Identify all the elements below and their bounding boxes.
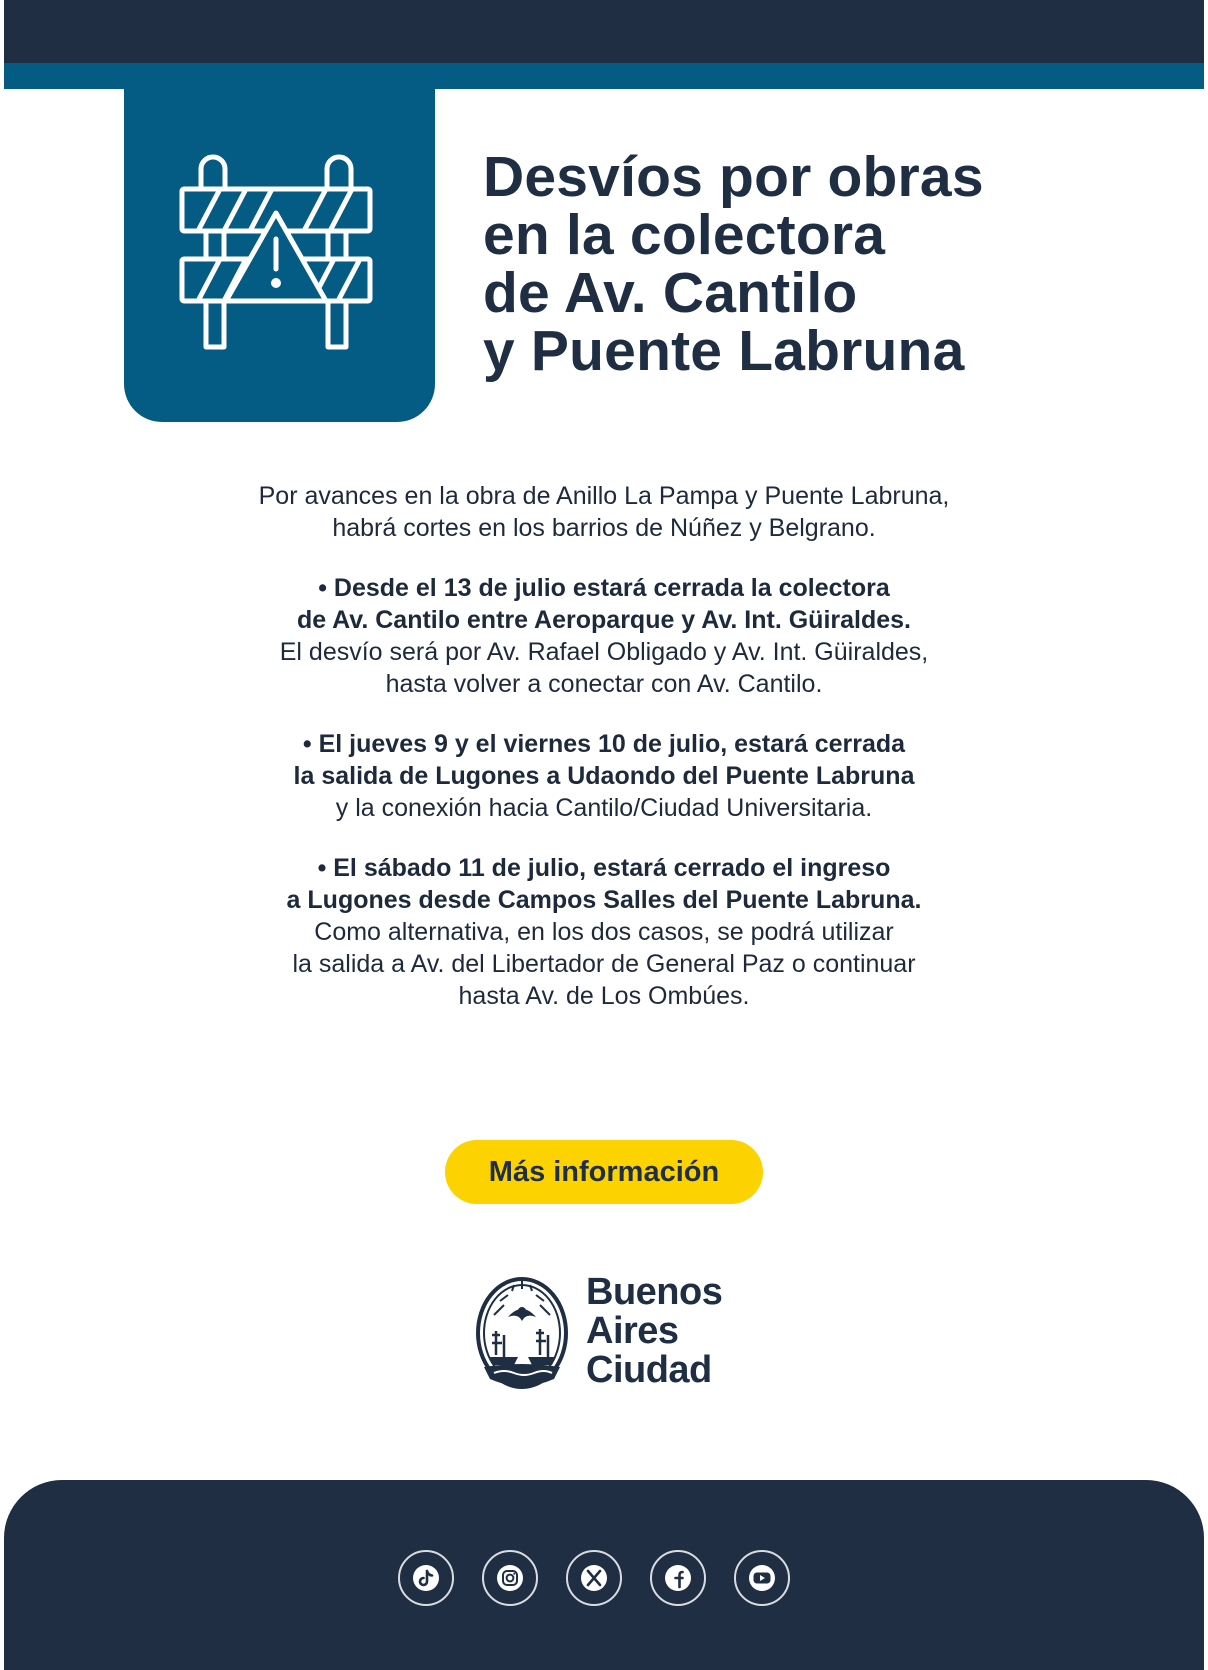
closure-item xyxy=(160,852,1048,1012)
closure-headline: a Lugones desde Campos Salles del Puente Labruna. xyxy=(286,886,922,914)
tiktok-link[interactable] xyxy=(398,1550,454,1606)
logo-line: Buenos xyxy=(586,1271,723,1313)
accent-bar xyxy=(4,63,1204,89)
social-links xyxy=(398,1550,798,1610)
roadblock-icon-panel xyxy=(124,89,435,422)
facebook-icon xyxy=(664,1564,692,1592)
city-seal-icon[interactable] xyxy=(474,1275,570,1391)
closure-item xyxy=(160,572,1048,700)
closure-headline: la salida de Lugones a Udaondo del Puente Labruna xyxy=(293,762,915,790)
closure-detail: hasta Av. de Los Ombúes. xyxy=(458,982,750,1010)
closure-detail: Como alternativa, en los dos casos, se podrá utilizar xyxy=(314,918,894,946)
closure-item xyxy=(160,728,1048,824)
closure-headline: • Desde el 13 de julio estará cerrada la colectora xyxy=(318,574,890,602)
title-line: Desvíos por obras xyxy=(483,145,984,209)
more-info-button[interactable]: Más información xyxy=(445,1140,763,1204)
title-line: de Av. Cantilo xyxy=(483,261,858,325)
top-bar xyxy=(4,0,1204,63)
closure-detail: hasta volver a conectar con Av. Cantilo. xyxy=(385,670,823,698)
youtube-icon xyxy=(748,1564,776,1592)
closure-headline: • El jueves 9 y el viernes 10 de julio, estará cerrada xyxy=(302,730,906,758)
facebook-link[interactable] xyxy=(650,1550,706,1606)
closure-detail: El desvío será por Av. Rafael Obligado y Av. Int. Güiraldes, xyxy=(279,638,929,666)
title-line: y Puente Labruna xyxy=(483,319,965,383)
intro-line: habrá cortes en los barrios de Núñez y Belgrano. xyxy=(332,514,876,542)
message-body xyxy=(160,480,1048,1040)
x-icon xyxy=(580,1564,608,1592)
x-link[interactable] xyxy=(566,1550,622,1606)
closure-headline: de Av. Cantilo entre Aeroparque y Av. Int. Güiraldes. xyxy=(296,606,911,634)
city-logo-text xyxy=(586,1273,722,1390)
intro-line: Por avances en la obra de Anillo La Pampa y Puente Labruna, xyxy=(258,482,950,510)
logo-line: Aires xyxy=(586,1310,679,1352)
closure-headline: • El sábado 11 de julio, estará cerrado el ingreso xyxy=(317,854,891,882)
title-line: en la colectora xyxy=(483,203,886,267)
roadblock-icon xyxy=(176,151,382,357)
youtube-link[interactable] xyxy=(734,1550,790,1606)
instagram-icon xyxy=(496,1564,524,1592)
instagram-link[interactable] xyxy=(482,1550,538,1606)
closure-detail: y la conexión hacia Cantilo/Ciudad Universitaria. xyxy=(335,794,873,822)
intro-paragraph xyxy=(160,480,1048,544)
tiktok-icon xyxy=(412,1564,440,1592)
page-title xyxy=(483,145,1123,383)
closure-detail: la salida a Av. del Libertador de General Paz o continuar xyxy=(292,950,916,978)
logo-line: Ciudad xyxy=(586,1349,712,1391)
